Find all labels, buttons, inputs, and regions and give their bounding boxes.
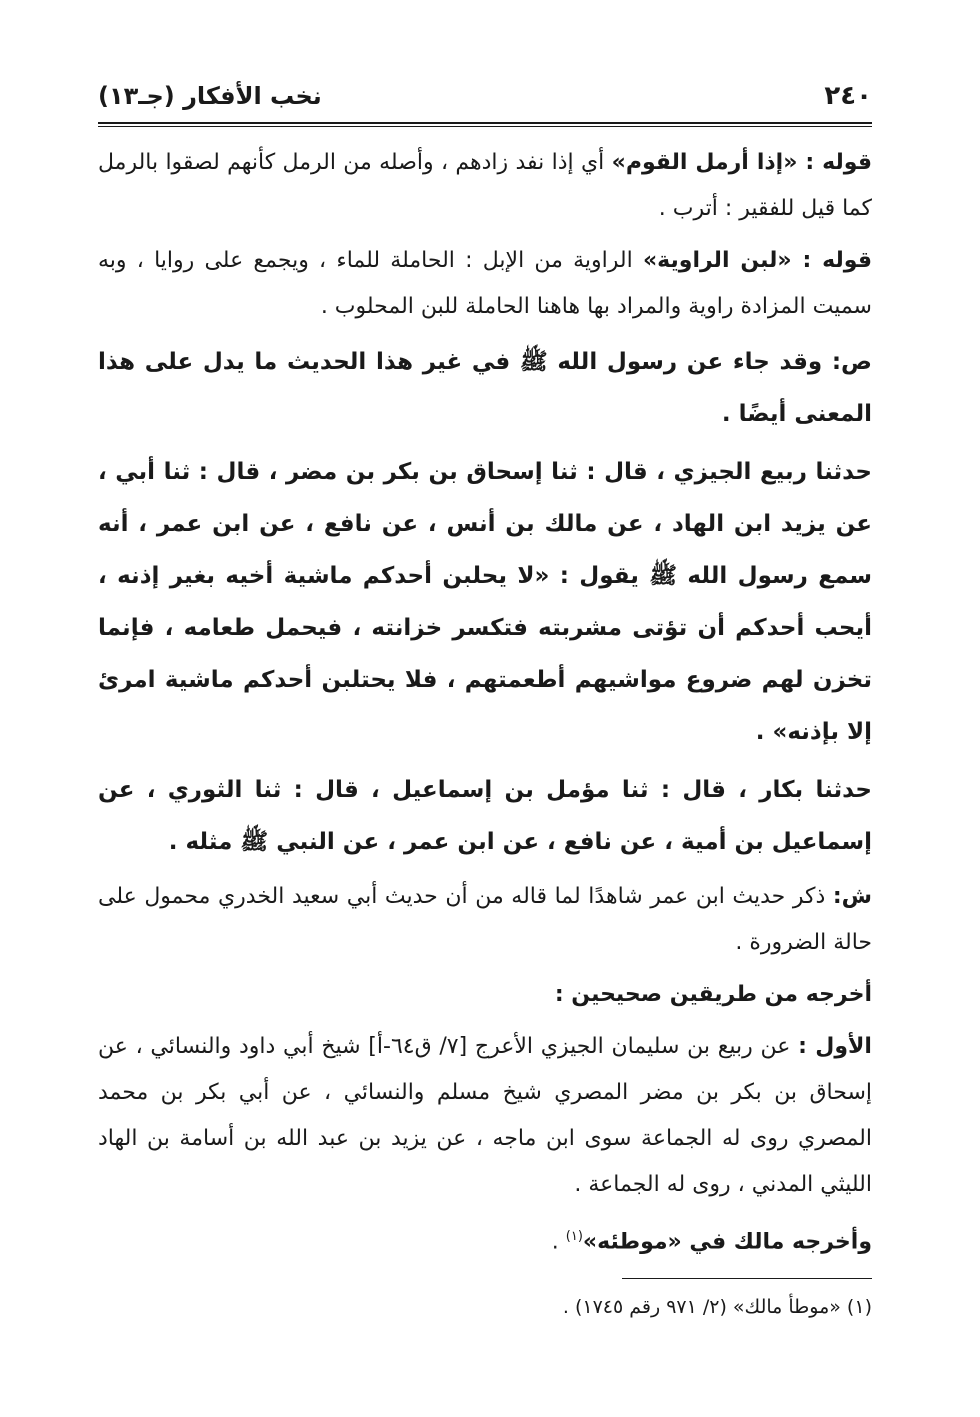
commentary-paragraph: ش: ذكر حديث ابن عمر شاهدًا لما قاله من أن حديث أبي سعيد الخدري محمول على حالة الضرورة . (98, 884, 872, 955)
paragraph-1: قوله : «إذا أرمل القوم» أي إذا نفد زادهم ، وأصله من الرمل كأنهم لصقوا بالرمل كما قيل للفقير : أترب . (98, 150, 872, 221)
footnote-marker[interactable]: (١) (565, 1229, 583, 1244)
running-header (98, 70, 872, 122)
footnote-rule (622, 1278, 872, 1279)
malik-paragraph: وأخرجه مالك في «موطئه»$^{(١)}$ . (551, 1229, 872, 1255)
page-number: ٢٤٠ (824, 81, 872, 111)
footnote: (١) «موطأ مالك» (٢/ ٩٧١ رقم ١٧٤٥) . (562, 1296, 872, 1318)
first-route-paragraph: الأول : عن ربيع بن سليمان الجيزي الأعرج [٧/ ق٦٤-أ] شيخ أبي داود والنسائي ، عن إسحاق بن بكر بن مضر المصري شيخ مسلم والنسائي ، عن أبي بكر بن محمد المصري روى له الجماعة سوى ابن ماجه ، عن يزيد بن عبد الله بن أسامة بن الهاد الليثي المدني ، روى له الجماعة . (98, 1034, 872, 1197)
page (98, 70, 872, 1370)
paragraph-3: ص: وقد جاء عن رسول الله ﷺ في غير هذا الحديث ما يدل على هذا المعنى أيضًا . (98, 349, 872, 427)
section-heading: أخرجه من طريقين صحيحين : (554, 982, 872, 1007)
hadith-text-1: حدثنا ربيع الجيزي ، قال : ثنا إسحاق بن بكر بن مضر ، قال : ثنا أبي ، عن يزيد ابن الهاد ، عن مالك بن أنس ، عن نافع ، عن ابن عمر ، أنه سمع رسول الله ﷺ يقول : «لا يحلبن أحدكم ماشية أخيه بغير إذنه ، أيحب أحدكم أن تؤتى مشربته فتكسر خزانته ، فيحمل طعامه ، فإنما تخزن لهم ضروع مواشيهم أطعمتهم ، فلا يحتلبن أحدكم ماشية امرئ إلا بإذنه» . (98, 459, 872, 745)
book-title: نخب الأفكار (جـ١٣) (98, 82, 322, 110)
header-rule-thin (98, 126, 872, 127)
hadith-text-2: حدثنا بكار ، قال : ثنا مؤمل بن إسماعيل ، قال : ثنا الثوري ، عن إسماعيل بن أمية ، عن نافع ، عن ابن عمر ، عن النبي ﷺ مثله . (98, 777, 872, 855)
body-text (98, 140, 872, 1271)
header-rule (98, 122, 872, 124)
paragraph-2: قوله : «لبن الراوية» الراوية من الإبل : الحاملة للماء ، ويجمع على روايا ، وبه سميت المزادة راوية والمراد بها هاهنا الحاملة للبن المحلوب . (98, 248, 872, 319)
